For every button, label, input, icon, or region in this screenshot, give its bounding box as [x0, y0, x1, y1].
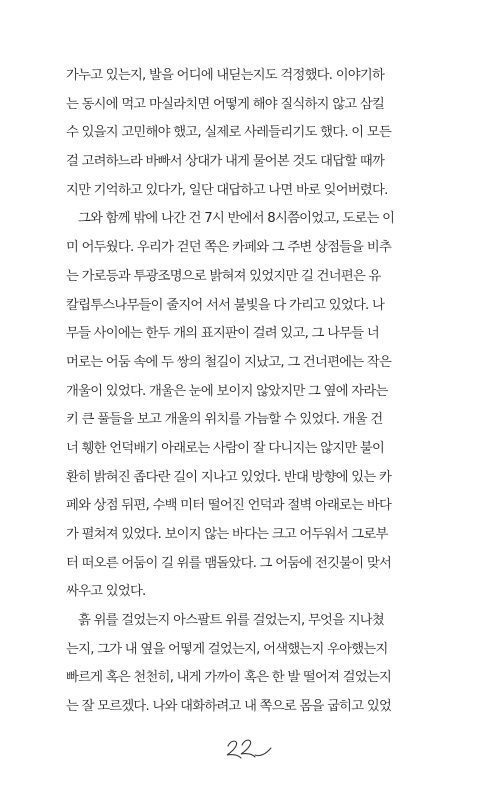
text-line: 가누고 있는지, 발을 어디에 내딛는지도 걱정했다. 이야기하 — [66, 68, 385, 83]
text-line: 가 펼쳐져 있었다. 보이지 않는 바다는 크고 어두워서 그로부 — [66, 527, 388, 542]
text-line: 수 있을지 고민해야 했고, 실제로 사레들리기도 했다. 이 모든 — [66, 125, 392, 141]
text-line: 개울이 있었다. 개울은 눈에 보이지 않았지만 그 옆에 자라는 — [66, 383, 388, 399]
text-line: 걸 고려하느라 바빠서 상대가 내게 물어본 것도 대답할 때까 — [66, 154, 385, 170]
text-line: 는지, 그가 내 옆을 어떻게 걸었는지, 어색했는지 우아했는지 — [66, 641, 388, 657]
text-line: 무들 사이에는 한두 개의 표지판이 걸려 있고, 그 나무들 너 — [66, 326, 379, 342]
body-text — [66, 62, 434, 722]
text-line: 는 잘 모르겠다. 나와 대화하려고 내 쪽으로 몸을 굽히고 있었 — [66, 699, 392, 715]
text-line: 칼립투스나무들이 줄지어 서서 불빛을 다 가리고 있었다. 나 — [66, 297, 385, 313]
text-line: 흙 위를 걸었는지 아스팔트 위를 걸었는지, 무엇을 지나쳤 — [78, 613, 384, 629]
page-number — [222, 734, 278, 764]
paragraph — [66, 607, 434, 722]
text-line: 머로는 어둠 속에 두 쌍의 철길이 지났고, 그 건너편에는 작은 — [66, 354, 392, 370]
paragraph — [66, 62, 434, 205]
text-line: 환히 밝혀진 좁다란 길이 지나고 있었다. 반대 방향에 있는 카 — [66, 469, 392, 485]
text-line: 는 동시에 먹고 마실라치면 어떻게 해야 질식하지 않고 삼킬 — [66, 96, 385, 112]
text-line: 키 큰 풀들을 보고 개울의 위치를 가늠할 수 있었다. 개울 건 — [66, 412, 383, 428]
text-line: 너 휑한 언덕배기 아래로는 사람이 잘 다니지는 않지만 불이 — [66, 440, 385, 456]
handwritten-page-number-icon — [222, 734, 278, 764]
text-line: 는 가로등과 투광조명으로 밝혀져 있었지만 길 건너편은 유 — [66, 268, 381, 284]
text-line: 싸우고 있었다. — [66, 584, 146, 600]
text-line: 미 어두웠다. 우리가 걷던 쪽은 카페와 그 주변 상점들을 비추 — [66, 240, 392, 256]
text-line: 그와 함께 밖에 나간 건 7시 반에서 8시쯤이었고, 도로는 이 — [78, 211, 395, 227]
text-line: 빠르게 혹은 천천히, 내게 가까이 혹은 한 발 떨어져 걸었는지 — [66, 670, 392, 686]
text-line: 터 떠오른 어둠이 길 위를 맴돌았다. 그 어둠에 전깃불이 맞서 — [66, 555, 392, 571]
text-line: 페와 상점 뒤편, 수백 미터 떨어진 언덕과 절벽 아래로는 바다 — [66, 498, 392, 514]
text-line: 지만 기억하고 있다가, 일단 대답하고 나면 바로 잊어버렸다. — [66, 182, 388, 198]
paragraph — [66, 205, 434, 607]
